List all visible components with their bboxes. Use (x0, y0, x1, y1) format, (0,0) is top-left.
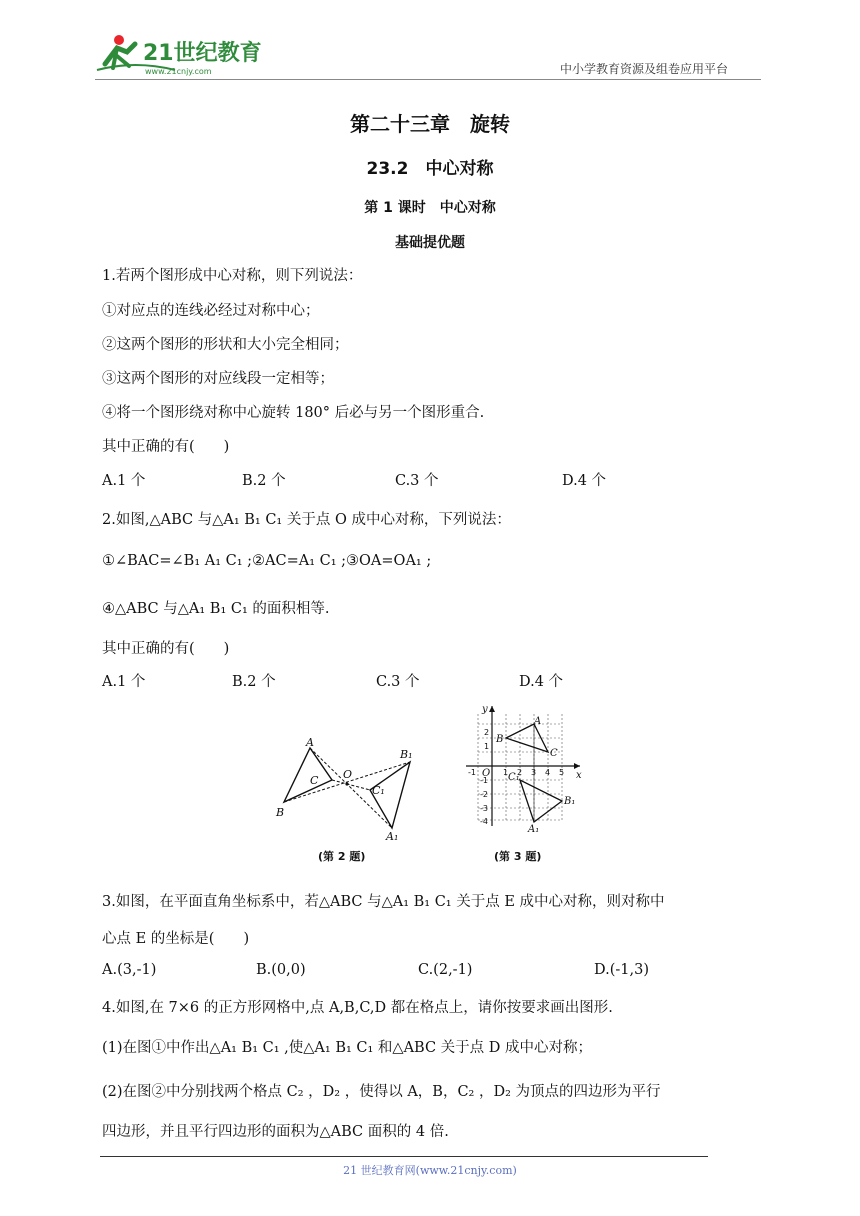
q1-item-1: ①对应点的连线必经过对称中心； (102, 303, 320, 319)
label-c1: C₁ (508, 772, 520, 783)
triangle-a1b1c1 (520, 780, 562, 822)
label-b: B (496, 734, 504, 745)
label-b: B (276, 806, 285, 819)
q3-option-a[interactable]: A.(3,-1) (102, 962, 157, 978)
q3-option-c[interactable]: C.(2,-1) (418, 962, 473, 978)
q1-option-b[interactable]: B.2 个 (242, 473, 286, 489)
section-title: 23.2 中心对称 (366, 159, 494, 179)
x-tick-3: 3 (531, 768, 537, 777)
q3-stem-line-1: 3.如图，在平面直角坐标系中，若△ABC 与△A₁ B₁ C₁ 关于点 E 成中心对称，则对称中 (102, 894, 665, 910)
q1-item-4: ④将一个图形绕对称中心旋转 180° 后必与另一个图形重合. (102, 405, 485, 421)
q2-option-a[interactable]: A.1 个 (102, 674, 146, 690)
q2-option-d[interactable]: D.4 个 (519, 674, 564, 690)
x-axis-arrow (574, 763, 580, 769)
label-c: C (550, 748, 558, 759)
y-tick-neg3: -3 (480, 804, 488, 813)
q1-option-d[interactable]: D.4 个 (562, 473, 607, 489)
label-b1: B₁ (400, 748, 413, 761)
label-x: x (576, 770, 582, 781)
q4-part-1: (1)在图①中作出△A₁ B₁ C₁ ,使△A₁ B₁ C₁ 和△ABC 关于点 D 成中心对称； (102, 1040, 593, 1056)
label-b1: B₁ (564, 796, 576, 807)
header-platform-text: 中小学教育资源及组卷应用平台 (560, 62, 729, 76)
label-a1: A₁ (528, 824, 540, 834)
q2-option-b[interactable]: B.2 个 (232, 674, 276, 690)
x-tick-5: 5 (559, 768, 565, 777)
q2-item-2: ④△ABC 与△A₁ B₁ C₁ 的面积相等. (102, 601, 330, 617)
lesson-title: 第 1 课时 中心对称 (364, 200, 496, 216)
y-axis-arrow (489, 706, 495, 712)
q1-stem: 1.若两个图形成中心对称，则下列说法： (102, 268, 363, 284)
site-logo (95, 30, 265, 78)
q3-option-b[interactable]: B.(0,0) (256, 962, 306, 978)
figure-3-coordinate-grid (462, 702, 592, 834)
label-c: C (310, 774, 319, 787)
figure-2-caption: (第 2 题) (318, 850, 366, 863)
logo-text: 21世纪教育 (143, 41, 262, 66)
q1-ask: 其中正确的有( ) (102, 439, 230, 455)
figure-2-diagram (270, 730, 430, 840)
logo-url: www.21cnjy.com (145, 67, 212, 76)
q1-item-2: ②这两个图形的形状和大小完全相同； (102, 337, 349, 353)
y-tick-neg1: -1 (480, 776, 488, 785)
y-tick-neg4: -4 (480, 817, 488, 826)
y-tick-2: 2 (484, 728, 490, 737)
label-y: y (482, 704, 488, 715)
x-tick-4: 4 (545, 768, 551, 777)
chapter-title: 第二十三章 旋转 (350, 112, 510, 136)
footer-divider (100, 1156, 708, 1157)
label-origin: O (482, 768, 491, 779)
y-tick-1: 1 (484, 742, 490, 751)
q4-stem: 4.如图,在 7×6 的正方形网格中,点 A,B,C,D 都在格点上，请你按要求画出图形. (102, 1000, 613, 1016)
q1-option-a[interactable]: A.1 个 (102, 473, 146, 489)
q3-option-d[interactable]: D.(-1,3) (594, 962, 649, 978)
label-o: O (343, 768, 353, 781)
category-title: 基础提优题 (395, 235, 465, 251)
footer-text[interactable]: 21 世纪教育网(www.21cnjy.com) (343, 1164, 517, 1177)
label-a1: A₁ (386, 830, 399, 840)
q2-ask: 其中正确的有( ) (102, 641, 230, 657)
label-c1: C₁ (372, 784, 385, 797)
q4-part-2-line-1: (2)在图②中分别找两个格点 C₂ ，D₂ ，使得以 A，B，C₂ ，D₂ 为顶点的四边形为平行 (102, 1084, 661, 1100)
q1-item-3: ③这两个图形的对应线段一定相等； (102, 371, 334, 387)
q1-option-c[interactable]: C.3 个 (395, 473, 439, 489)
header-divider (95, 79, 761, 80)
q4-part-2-line-2: 四边形，并且平行四边形的面积为△ABC 面积的 4 倍. (102, 1124, 449, 1140)
q2-stem: 2.如图,△ABC 与△A₁ B₁ C₁ 关于点 O 成中心对称，下列说法： (102, 512, 511, 528)
center-o (345, 782, 348, 785)
q2-item-1: ①∠BAC=∠B₁ A₁ C₁ ;②AC=A₁ C₁ ;③OA=OA₁ ; (102, 553, 432, 569)
figure-3-caption: (第 3 题) (494, 850, 542, 863)
x-tick-1: 1 (503, 768, 509, 777)
x-tick-neg1: -1 (468, 768, 476, 777)
q3-stem-line-2: 心点 E 的坐标是( ) (102, 931, 250, 947)
label-a: A (534, 716, 542, 727)
label-a: A (306, 736, 314, 749)
q2-option-c[interactable]: C.3 个 (376, 674, 420, 690)
grid-lines (478, 714, 565, 820)
x-tick-2: 2 (517, 768, 523, 777)
y-tick-neg2: -2 (480, 790, 488, 799)
